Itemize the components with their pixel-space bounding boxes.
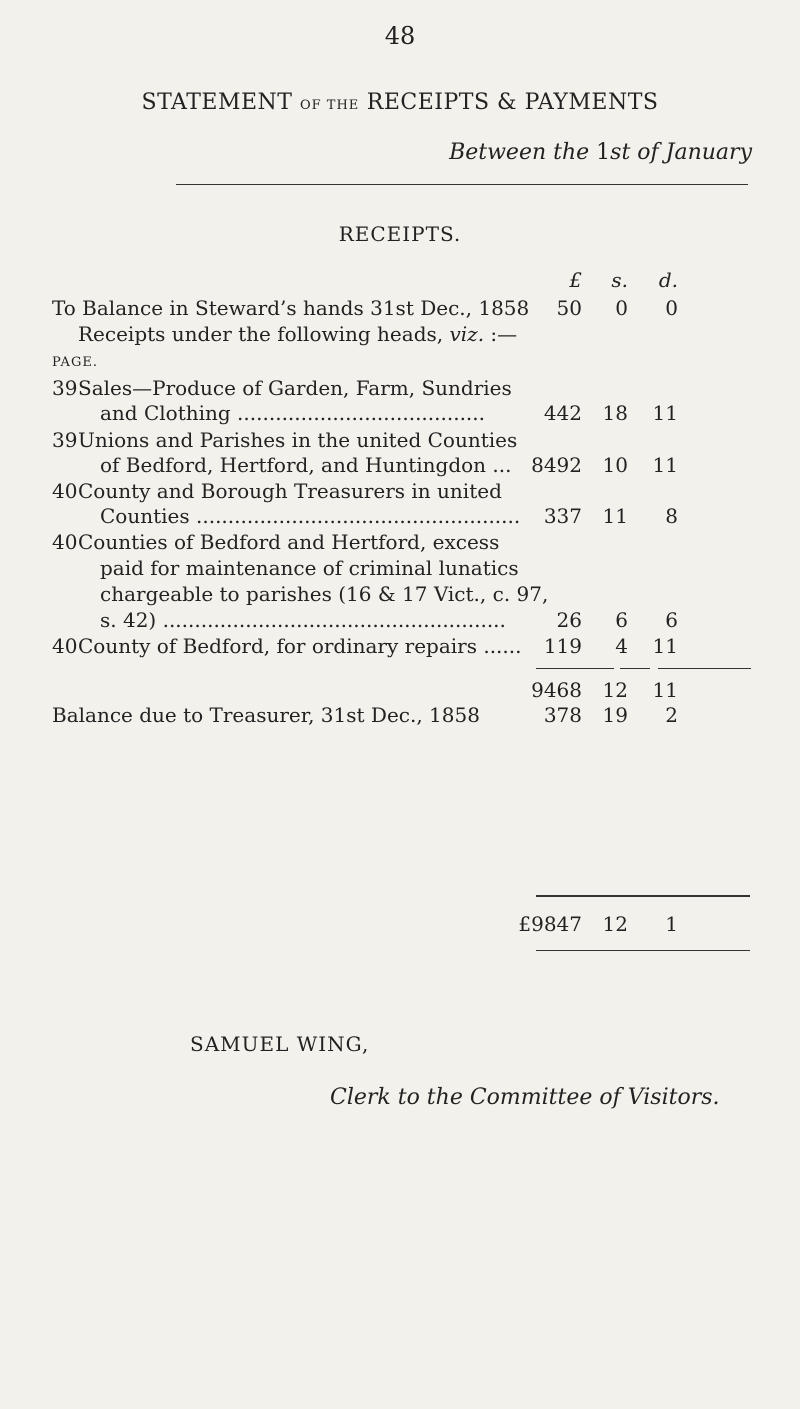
balance-text: Balance due to Treasurer, 31st Dec., 1858 bbox=[52, 703, 480, 727]
item-1-shillings: 18 bbox=[602, 401, 628, 425]
item-5-line-1: County of Bedford, for ordinary repairs ...... bbox=[78, 634, 522, 658]
page-number: 48 bbox=[384, 22, 416, 50]
title-of-the: OF THE bbox=[299, 98, 360, 113]
balance-shillings: 19 bbox=[602, 703, 628, 727]
opening-shillings: 0 bbox=[615, 296, 628, 320]
item-4-page: 40 bbox=[52, 530, 78, 554]
item-4-pence: 6 bbox=[665, 608, 678, 632]
opening-pounds: 50 bbox=[556, 296, 582, 320]
subtitle bbox=[449, 140, 752, 165]
header-pounds: £ bbox=[569, 268, 582, 292]
title-part2: RECEIPTS & PAYMENTS bbox=[359, 90, 659, 115]
header-pence: d. bbox=[658, 268, 678, 292]
subtotal-rule-pence bbox=[658, 668, 751, 669]
item-1-line-1: Sales—Produce of Garden, Farm, Sundries bbox=[78, 376, 512, 400]
item-5-pence: 11 bbox=[652, 634, 678, 658]
subtitle-post: st of January bbox=[610, 140, 752, 165]
item-4-line-3: chargeable to parishes (16 & 17 Vict., c. 97, bbox=[100, 582, 549, 606]
item-1-pounds: 442 bbox=[543, 401, 582, 425]
item-3-line-1: County and Borough Treasurers in united bbox=[78, 479, 502, 503]
section-heading: RECEIPTS. bbox=[338, 222, 462, 246]
subtotal-rule-shillings bbox=[620, 668, 650, 669]
item-1-line-2: and Clothing ....................................... bbox=[100, 401, 485, 425]
balance-pounds: 378 bbox=[543, 703, 582, 727]
header-rule bbox=[176, 184, 748, 185]
total-rule-bottom bbox=[536, 950, 750, 951]
item-2-shillings: 10 bbox=[602, 453, 628, 477]
item-2-pence: 11 bbox=[652, 453, 678, 477]
page-title bbox=[0, 90, 800, 115]
grand-total-shillings: 12 bbox=[602, 912, 628, 936]
total-rule-top bbox=[536, 895, 750, 897]
subtotal-pence: 11 bbox=[652, 678, 678, 702]
item-5-page: 40 bbox=[52, 634, 78, 658]
item-5-pounds: 119 bbox=[543, 634, 582, 658]
item-4-line-4: s. 42) ...................................................... bbox=[100, 608, 506, 632]
receipts-intro-post: :— bbox=[484, 322, 518, 346]
signature-role: Clerk to the Committee of Visitors. bbox=[330, 1085, 720, 1110]
item-3-page: 40 bbox=[52, 479, 78, 503]
subtotal-pounds: 9468 bbox=[531, 678, 582, 702]
title-part1: STATEMENT bbox=[141, 90, 300, 115]
subtotal-shillings: 12 bbox=[602, 678, 628, 702]
item-1-page: 39 bbox=[52, 376, 78, 400]
subtitle-pre: Between the bbox=[449, 140, 597, 165]
opening-pence: 0 bbox=[665, 296, 678, 320]
receipts-intro bbox=[78, 322, 517, 346]
item-3-shillings: 11 bbox=[602, 504, 628, 528]
item-4-shillings: 6 bbox=[615, 608, 628, 632]
item-2-page: 39 bbox=[52, 428, 78, 452]
item-2-line-2: of Bedford, Hertford, and Huntingdon ... bbox=[100, 453, 512, 477]
item-5-shillings: 4 bbox=[615, 634, 628, 658]
item-4-line-2: paid for maintenance of criminal lunatics bbox=[100, 556, 519, 580]
page-column-label: PAGE. bbox=[52, 355, 98, 370]
item-4-line-1: Counties of Bedford and Hertford, excess bbox=[78, 530, 500, 554]
balance-pence: 2 bbox=[665, 703, 678, 727]
grand-total-pounds: £9847 bbox=[518, 912, 582, 936]
item-4-pounds: 26 bbox=[556, 608, 582, 632]
opening-balance-text: To Balance in Steward’s hands 31st Dec., 1858 bbox=[52, 296, 530, 320]
item-1-pence: 11 bbox=[652, 401, 678, 425]
receipts-intro-viz: viz. bbox=[449, 322, 485, 346]
item-3-line-2: Counties ................................................... bbox=[100, 504, 521, 528]
grand-total-pence: 1 bbox=[665, 912, 678, 936]
subtotal-rule-pounds bbox=[536, 668, 614, 669]
receipts-intro-pre: Receipts under the following heads, bbox=[78, 322, 450, 346]
item-2-line-1: Unions and Parishes in the united Counties bbox=[78, 428, 518, 452]
signature-name: SAMUEL WING, bbox=[190, 1032, 370, 1056]
item-3-pence: 8 bbox=[665, 504, 678, 528]
header-shillings: s. bbox=[611, 268, 628, 292]
subtitle-ordinal: 1 bbox=[596, 140, 611, 165]
item-2-pounds: 8492 bbox=[531, 453, 582, 477]
item-3-pounds: 337 bbox=[543, 504, 582, 528]
